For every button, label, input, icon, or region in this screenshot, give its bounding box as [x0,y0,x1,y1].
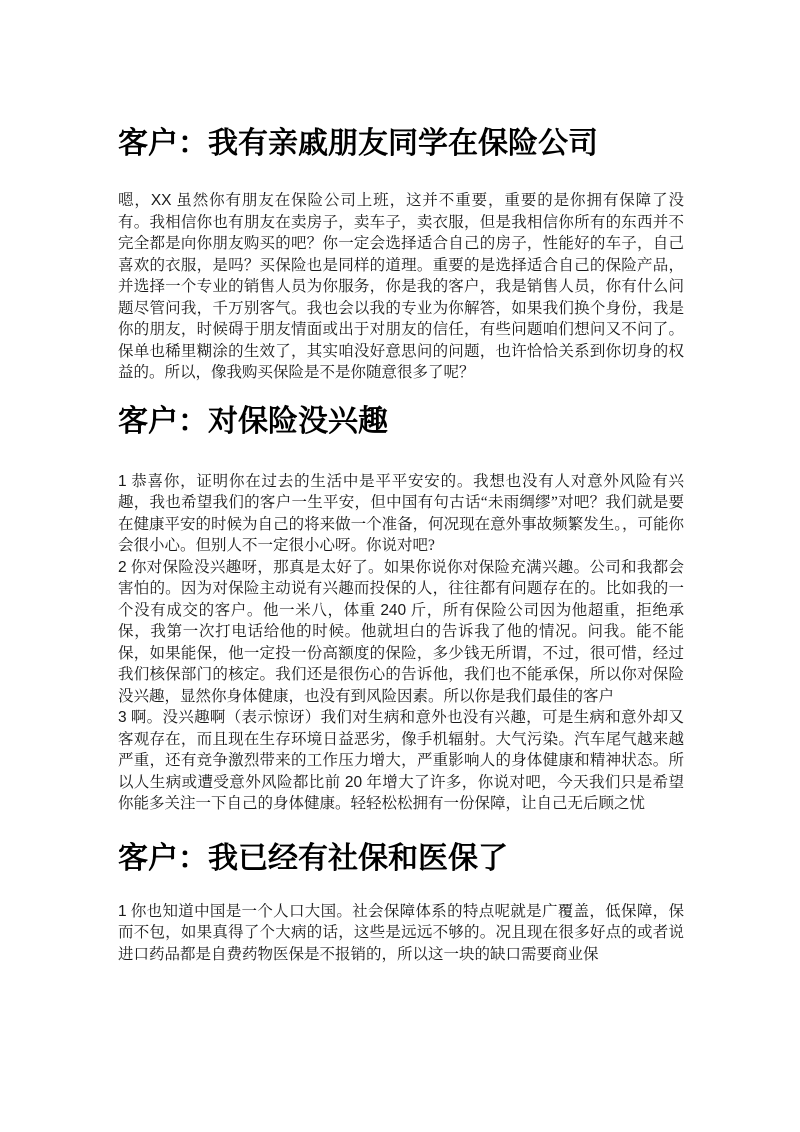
section-heading: 客户：我已经有社保和医保了 [118,841,508,875]
paragraph: 1 你也知道中国是一个人口大国。社会保障体系的特点呢就是广覆盖，低保障，保而不包，如果真得了个大病的话，这些是远远不够的。况且现在很多好点的或者说进口药品都是自费药物医保是不报销的，所以这一块的缺口需要商业保 [118,902,684,963]
section-friends-in-insurance [118,126,684,384]
section-heading: 客户：我有亲戚朋友同学在保险公司 [118,127,598,160]
paragraph: 3 啊。没兴趣啊（表示惊讶）我们对生病和意外也没有兴趣，可是生病和意外却又客观存在，而且现在生存环境日益恶劣，像手机辐射。大气污染。汽车尾气越来越严重，还有竞争激烈带来的工作压力增大，严重影响人的身体健康和精神状态。所以人生病或遭受意外风险都比前 20 年增大了许多，你说对吧，今天我们只是希望你能多关注一下自己的身体健康。轻轻松松拥有一份保障，让自己无后顾之忧 [118,709,684,812]
section-heading: 客户：对保险没兴趣 [118,404,388,438]
paragraph: 嗯，XX 虽然你有朋友在保险公司上班，这并不重要，重要的是你拥有保障了没有。我相信你也有朋友在卖房子，卖车子，卖衣服，但是我相信你所有的东西并不完全都是向你朋友购买的吧？你一定会选择适合自己的房子，性能好的车子，自己喜欢的衣服，是吗？买保险也是同样的道理。重要的是选择适合自己的保险产品，并选择一个专业的销售人员为你服务，你是我的客户，我是销售人员，你有什么问题尽管问我，千万别客气。我也会以我的专业为你解答，如果我们换个身份，我是你的朋友，时候碍于朋友情面或出于对朋友的信任，有些问题咱们想问又不问了。保单也稀里糊涂的生效了，其实咱没好意思问的问题，也许恰恰关系到你切身的权益的。所以，像我购买保险是不是你随意很多了呢？ [118,192,684,381]
paragraph: 2 你对保险没兴趣呀，那真是太好了。如果你说你对保险充满兴趣。公司和我都会害怕的。因为对保险主动说有兴趣而投保的人，往往都有问题存在的。比如我的一个没有成交的客户。他一米八，体重 240 斤，所有保险公司因为他超重，拒绝承保，我第一次打电话给他的时候。他就坦白的告诉我了他的情况。问我。能不能保，如果能保，他一定投一份高额度的保险，多少钱无所谓，不过，很可惜，经过我们核保部门的核定。我们还是很伤心的告诉他，我们也不能承保，所以你对保险没兴趣，显然你身体健康，也没有到风险因素。所以你是我们最佳的客户 [118,558,684,705]
section-no-interest-in-insurance [118,404,684,815]
paragraph: 1 恭喜你，证明你在过去的生活中是平平安安的。我想也没有人对意外风险有兴趣，我也希望我们的客户一生平安，但中国有句古话“未雨绸缪”对吧？我们就是要在健康平安的时候为自己的将来做一个准备，何况现在意外事故频繁发生。，可能你会很小心。但别人不一定很小心呀。你说对吧? [118,472,684,554]
section-already-have-social-insurance [118,841,684,966]
